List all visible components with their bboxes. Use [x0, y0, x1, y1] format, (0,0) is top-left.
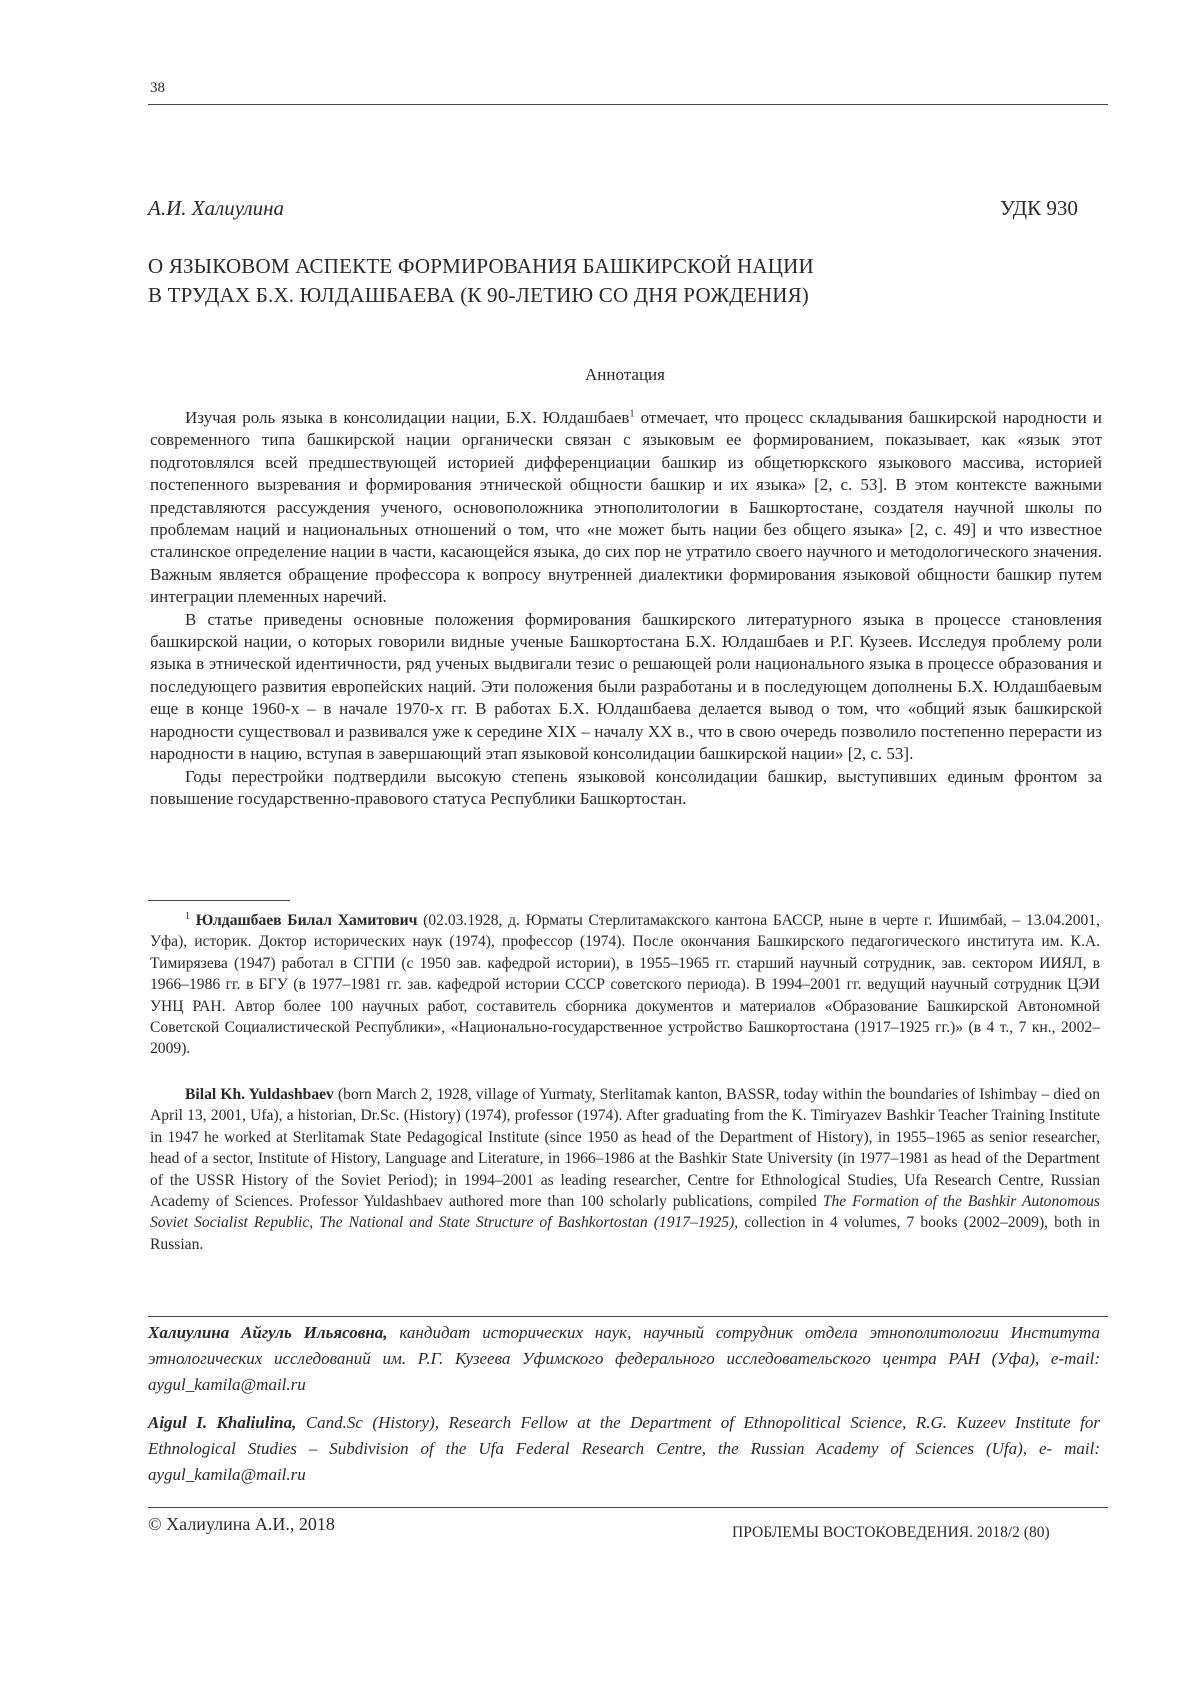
udk-code: УДК 930: [1000, 196, 1078, 220]
footnote-text: (02.03.1928, д. Юрматы Стерлитамакского кантона БАССР, ныне в черте г. Ишимбай, – 13.04.2001, Уфа), историк. Доктор исторических наук (1974), профессор (1974). После окончания Башкирского педагогического института им. К.А. Тимирязева (1947) работал в СГПИ (с 1950 зав. кафедрой истории), в 1955–1965 гг. старший научный сотрудник, зав. сектором ИИЯЛ, в 1966–1986 гг. в БГУ (в 1977–1981 гг. зав. кафедрой истории СССР советского периода). В 1994–2001 гг. ведущий научный сотрудник ЦЭИ УНЦ РАН. Автор более 100 научных работ, составитель сборника документов и материалов «Образование Башкирской Автономной Советской Социалистической Республики», «Национально-государственное устройство Башкортостана (1917–1925 гг.)» (в 4 т., 7 кн., 2002–2009).: [150, 912, 1100, 1058]
affiliation-top-rule: [148, 1316, 1108, 1317]
footnote-number: 1: [185, 910, 190, 922]
author-affiliation-russian: [148, 1320, 1100, 1398]
article-author: А.И. Халиулина: [148, 196, 285, 220]
affiliation-text-en: Cand.Sc (History), Research Fellow at the Department of Ethnopolitical Science, R.G. Kuzeev Institute for Ethnological Studies – Subdivision of the Ufa Federal Research Centre, the Russian Academy of Sciences (Ufa), e- mail: aygul_kamila@mail.ru: [148, 1413, 1100, 1484]
footnote-english: [150, 1084, 1100, 1255]
footnote-italic-titles: The Formation of the Bashkir Autonomous Soviet Socialist Republic, The National and State Structure of Bashkortostan (1917–1925),: [150, 1193, 1100, 1232]
annotation-paragraph-2: В статье приведены основные положения формирования башкирского литературного языка в процессе становления башкирской нации, о которых говорили видные ученые Башкортостана Б.Х. Юлдашбаев и Р.Г. Кузеев. Исследуя проблему роли языка в этнической идентичности, ряд ученых выдвигали тезис о решающей роли национального языка в процессе образования и последующего развития европейских наций. Эти положения были разработаны и в последующем дополнены Б.Х. Юлдашбаевым еще в конце 1960-х – в начале 1970-х гг. В работах Б.Х. Юлдашбаева делается вывод о том, что «общий язык башкирской народности существовал и развивался уже к середине XIX – началу XX в., что в свою очередь позволило постепенно перерасти из народности в нацию, вступая в завершающий этап языковой консолидации башкирской нации» [2, с. 53].: [150, 609, 1102, 764]
affiliation-text: кандидат исторических наук, научный сотрудник отдела этнополитологии Института этнологических исследований им. Р.Г. Кузеева Уфимского федерального исследовательского центра РАН (Уфа), e-mail: aygul_kamila@mail.ru: [148, 1323, 1100, 1394]
footnote-marker: 1: [629, 408, 635, 420]
affiliation-name: Халиулина Айгуль Ильясовна,: [148, 1323, 388, 1342]
affiliation-name-en: Aigul I. Khaliulina,: [148, 1413, 297, 1432]
footnote-text-en: (born March 2, 1928, village of Yurmaty, Sterlitamak kanton, BASSR, today within the boundaries of Ishimbay – died on April 13, 2001, Ufa), a historian, Dr.Sc. (History) (1974), professor (1974). After graduating from the K. Timiryazev Bashkir Teacher Training Institute in 1947 he worked at Sterlitamak State Pedagogical Institute (since 1950 as head of the Department of History), in 1955–1965 as senior researcher, head of a sector, Institute of History, Language and Literature, in 1966–1986 at the Bashkir State University (in 1977–1981 as head of the Department of the USSR History of the Soviet Period); in 1994–2001 as leading researcher, Centre for Ethnological Studies, Ufa Research Centre, Russian Academy of Sciences. Professor Yuldashbaev authored more than 100 scholarly publications, compiled: [150, 1086, 1100, 1211]
footnote-russian: [150, 910, 1100, 1060]
page-number: 38: [150, 80, 165, 96]
footnote-person-name-en: Bilal Kh. Yuldashbaev: [185, 1086, 334, 1103]
annotation-heading: Аннотация: [585, 365, 665, 384]
paragraph-text: Изучая роль языка в консолидации нации, Б.Х. Юлдашбаев: [185, 408, 630, 427]
annotation-paragraph-3: Годы перестройки подтвердили высокую степень языковой консолидации башкир, выступивших единым фронтом за повышение государственно-правового статуса Республики Башкортостан.: [150, 766, 1102, 808]
copyright: © Халиулина А.И., 2018: [148, 1514, 335, 1534]
title-line-2: В ТРУДАХ Б.Х. ЮЛДАШБАЕВА (К 90-ЛЕТИЮ СО ДНЯ РОЖДЕНИЯ): [148, 283, 809, 307]
footnote-person-name: Юлдашбаев Билал Хамитович: [195, 912, 418, 929]
annotation-body: [150, 407, 1102, 810]
title-line-1: О ЯЗЫКОВОМ АСПЕКТЕ ФОРМИРОВАНИЯ БАШКИРСКОЙ НАЦИИ: [148, 254, 814, 278]
footnote-text-end: collection in 4 volumes, 7 books (2002–2009), both in Russian.: [150, 1214, 1100, 1253]
journal-name: ПРОБЛЕМЫ ВОСТОКОВЕДЕНИЯ. 2018/2 (80): [732, 1524, 1050, 1541]
annotation-paragraph-1: [150, 407, 1102, 609]
affiliation-bottom-rule: [148, 1507, 1108, 1508]
article-title: [148, 252, 814, 310]
paragraph-text: отмечает, что процесс складывания башкирской народности и современного типа башкирской нации органически связан с языковым ее формированием, показывает, как «язык этот подготовлялся всей предшествующей историей дифференциации башкир из общетюркского языкового массива, историей постепенного вызревания и формирования этнической общности башкир и их языка» [2, с. 53]. В этом контексте важными представляются рассуждения ученого, основоположника этнополитологии в Башкортостане, создателя научной школы по проблемам наций и национальных отношений о том, что «не может быть нации без общего языка» [2, с. 49] и что известное сталинское определение нации в части, касающейся языка, до сих пор не утратило своего научного и методологического значения. Важным является обращение профессора к вопросу внутренней диалектики формирования языковой общности башкир путем интеграции племенных наречий.: [150, 408, 1102, 607]
footnote-rule: [148, 900, 290, 901]
header-rule: [148, 104, 1108, 105]
author-affiliation-english: [148, 1410, 1100, 1488]
